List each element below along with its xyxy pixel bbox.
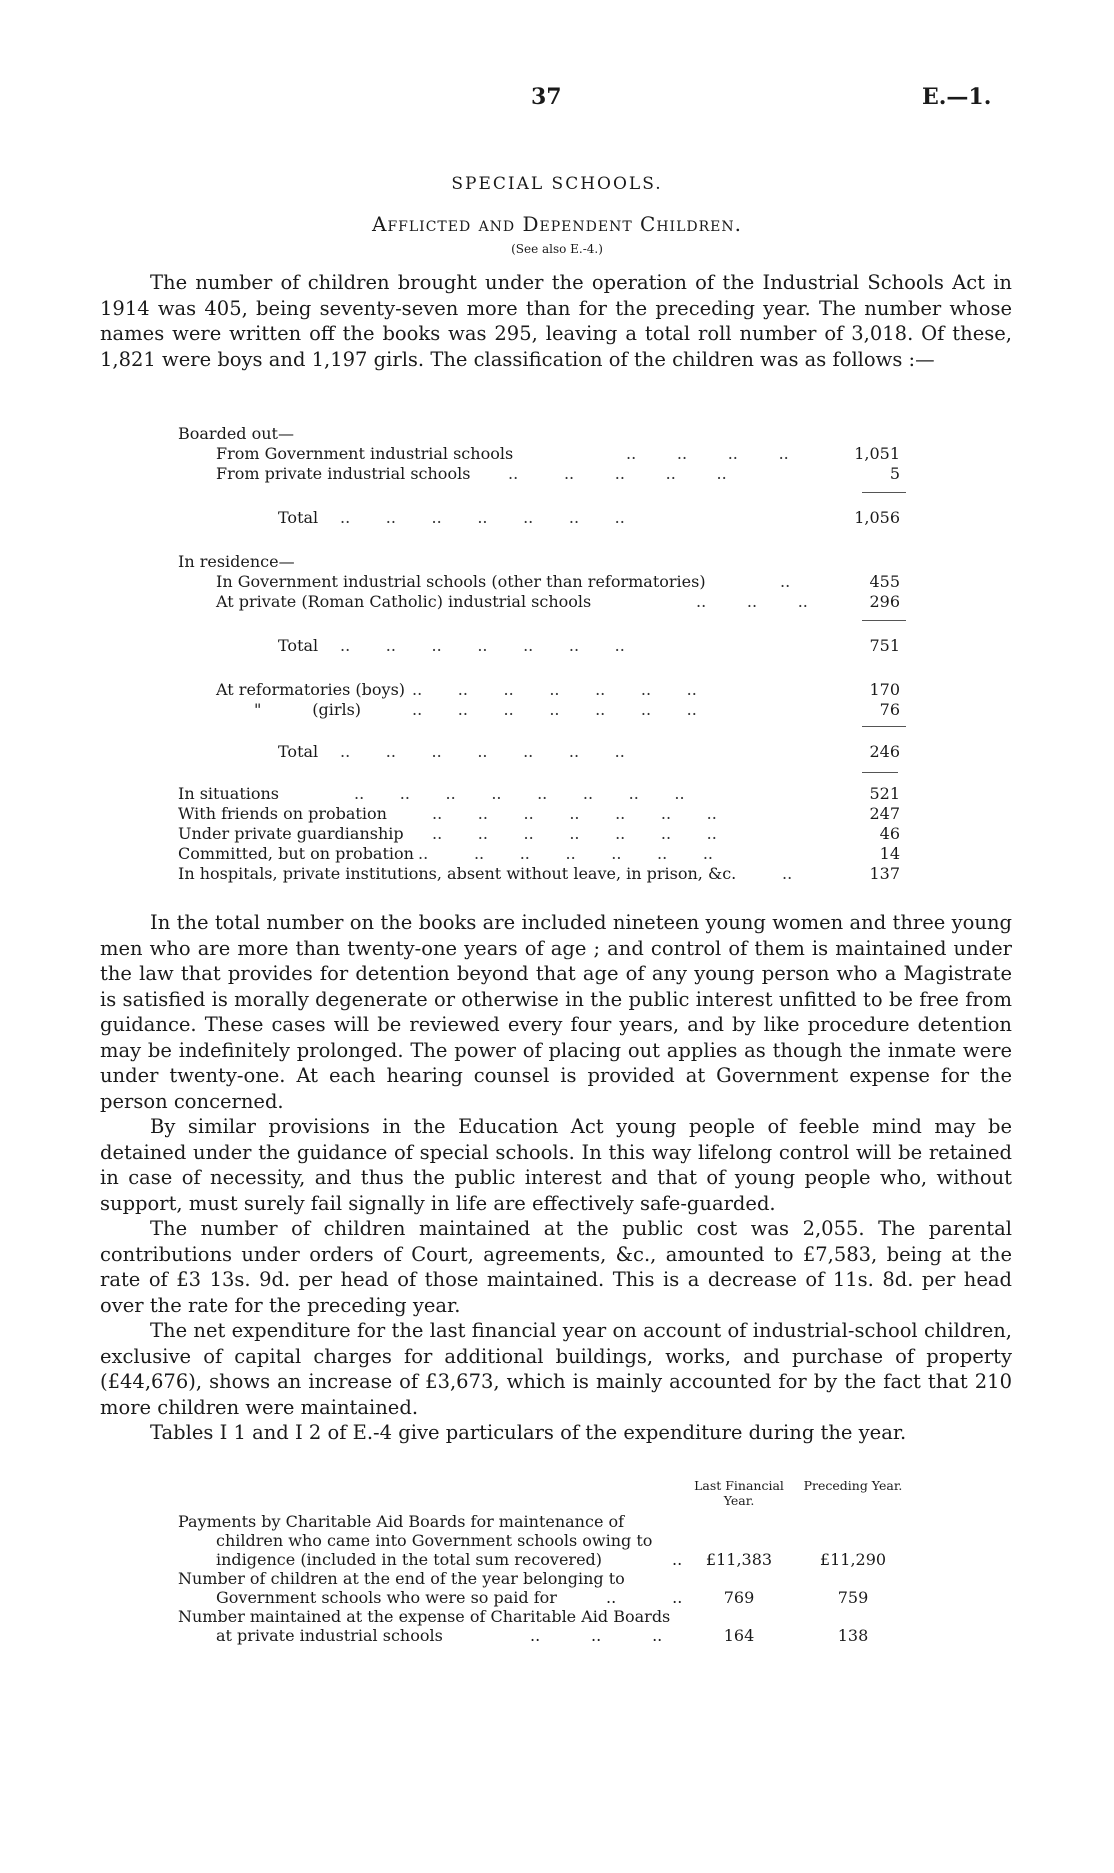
subtotal-rule — [862, 726, 906, 727]
finance-value-last: £11,383 — [705, 1550, 773, 1569]
table-row: With friends on probation .. .. .. .. .. .. .. 247 — [178, 804, 900, 823]
table-row: Under private guardianship .. .. .. .. .. .. .. 46 — [178, 824, 900, 843]
paragraph-contributions: The number of children maintained at the public cost was 2,055. The parental contributions under orders of Court, agreements, &c., amounted to £7,583, being at the rate of £3 13s. 9d. per head of those maintained. This is a decrease of 11s. 8d. per head over the rate for the preceding year. — [100, 1217, 1012, 1317]
classification-table — [178, 424, 938, 884]
table-row: In Government industrial schools (other than reformatories) .. 455 — [216, 572, 900, 591]
paragraph-control: In the total number on the books are included nineteen young women and three young men who are more than twenty-one years of age ; and control of them is maintained under the law that provides for detention beyond that age of any young person who a Magistrate is satisfied is morally degenerate or otherwise in the public interest unfitted to be free from guidance. These cases will be reviewed every four years, and by like procedure detention may be indefinitely prolonged. The power of placing out applies as though the inmate were under twenty-one. At each hearing counsel is provided at Government expense for the person concerned. — [100, 911, 1012, 1113]
boarded-out-heading: Boarded out— — [178, 424, 294, 443]
document-reference: E.—1. — [922, 84, 992, 110]
paragraph-intro: The number of children brought under the operation of the Industrial Schools Act in 1914 was 405, being seventy-seven more than for the preceding year. The number whose names were written off the books was 295, leaving a total roll number of 3,018. Of these, 1,821 were boys and 1,197 girls. The classification of the children was as follows :— — [100, 271, 1012, 371]
finance-value-preceding: 759 — [837, 1588, 869, 1607]
section-subtitle: Afflicted and Dependent Children. — [372, 212, 742, 236]
table-row: At reformatories (boys) .. .. .. .. .. .. .. 170 — [216, 680, 900, 699]
table-row: From private industrial schools .. .. .. .. .. 5 — [216, 464, 900, 483]
page-number: 37 — [531, 84, 562, 110]
column-header-last-year: Last Financial Year. — [694, 1478, 784, 1508]
paragraph-expenditure: The net expenditure for the last financial year on account of industrial-school children, exclusive of capital charges for additional buildings, works, and purchase of property (£44,676), shows an increase of £3,673, which is mainly accounted for by the fact that 210 more children were maintained. — [100, 1319, 1012, 1419]
total-row: Total .. .. .. .. .. .. .. 1,056 — [278, 508, 900, 527]
table-row: In hospitals, private institutions, absent without leave, in prison, &c. .. 137 — [178, 864, 900, 883]
finance-row-label: Government schools who were so paid for — [216, 1588, 557, 1607]
finance-value-preceding: 138 — [837, 1626, 869, 1645]
finance-row-label: at private industrial schools — [216, 1626, 443, 1645]
total-row: Total .. .. .. .. .. .. .. 246 — [278, 742, 900, 761]
subtotal-rule — [862, 620, 906, 621]
finance-row-label: children who came into Government schools owing to — [216, 1531, 653, 1550]
table-row: " (girls) .. .. .. .. .. .. .. 76 — [254, 700, 900, 719]
finance-value-last: 164 — [723, 1626, 755, 1645]
paragraph-tables-note: Tables I 1 and I 2 of E.-4 give particulars of the expenditure during the year. — [150, 1421, 907, 1444]
finance-value-last: 769 — [723, 1588, 755, 1607]
finance-value-preceding: £11,290 — [819, 1550, 887, 1569]
total-row: Total .. .. .. .. .. .. .. 751 — [278, 636, 900, 655]
section-title: SPECIAL SCHOOLS. — [451, 174, 663, 194]
column-header-preceding-year: Preceding Year. — [803, 1478, 903, 1493]
subtotal-rule — [862, 772, 898, 773]
body-text — [0, 910, 1114, 1446]
finance-row-label: indigence (included in the total sum recovered) — [216, 1550, 603, 1569]
see-also-note: (See also E.-4.) — [511, 242, 603, 256]
table-row: Committed, but on probation .. .. .. .. .. .. .. 14 — [178, 844, 900, 863]
finance-row-label: Number maintained at the expense of Charitable Aid Boards — [178, 1607, 671, 1626]
table-row: From Government industrial schools .. .. .. .. 1,051 — [216, 444, 900, 463]
finance-row-label: Number of children at the end of the year belonging to — [178, 1569, 625, 1588]
subtotal-rule — [862, 492, 906, 493]
table-row: At private (Roman Catholic) industrial schools .. .. .. 296 — [216, 592, 900, 611]
paragraph-feeble-mind: By similar provisions in the Education Act young people of feeble mind may be detained under the guidance of special schools. In this way lifelong control will be retained in case of necessity, and thus the public interest and that of young people who, without support, must surely fail signally in life are effectively safe-guarded. — [100, 1115, 1012, 1215]
in-residence-heading: In residence— — [178, 552, 295, 571]
table-row: In situations .. .. .. .. .. .. .. .. 521 — [178, 784, 900, 803]
finance-row-label: Payments by Charitable Aid Boards for maintenance of — [178, 1512, 625, 1531]
finance-table: Last Financial Year. Preceding Year. Payments by Charitable Aid Boards for maintenance of children who came into Government schools owing to indigence (included in the total sum recovered) .. £11,383 £11,290 Number of children at the end of the year belonging to Government schools who were so paid for .. .. 769 759 Number maintained at the expense of Charitable Aid Boards at private industrial schools .. .. .. 164 138 — [178, 1478, 978, 1678]
